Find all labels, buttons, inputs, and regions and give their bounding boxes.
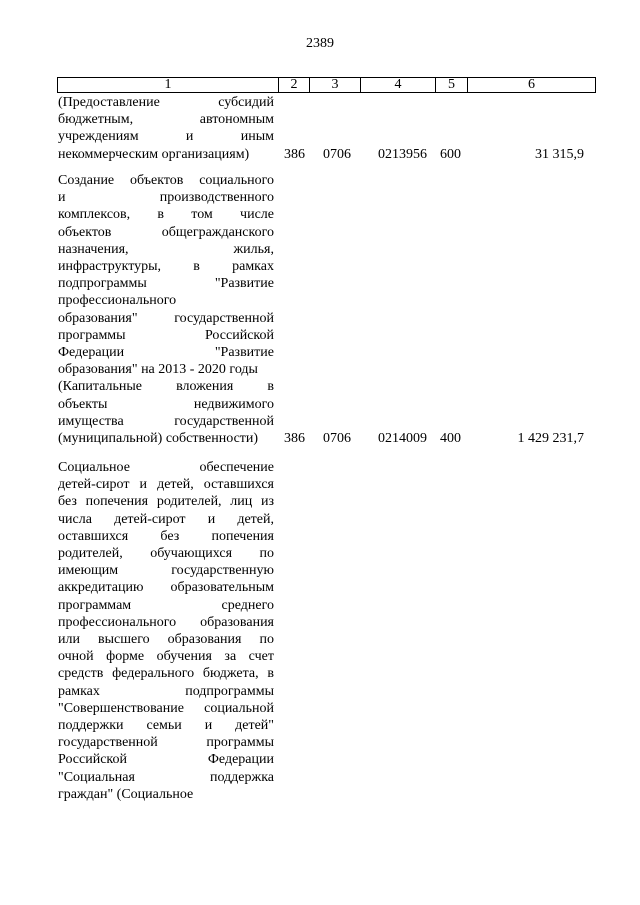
cell-target-code: 0213956 [378,147,427,162]
description-line: и производственного [58,190,274,206]
description-line: бюджетным, автономным [58,112,274,128]
description-line: программам среднего [58,597,274,613]
cell-expense-type: 600 [440,147,461,162]
description-line: программы Российской [58,327,274,343]
description-line: поддержки семьи и детей" [58,718,274,734]
column-header-3: 3 [310,78,361,93]
description-line: имущества государственной [58,413,274,429]
column-header-table [57,77,596,93]
cell-section-code: 0706 [323,431,351,446]
column-header-4: 4 [361,78,436,93]
description-line: родителей, обучающихся по [58,546,274,562]
cell-ministry-code: 386 [284,147,305,162]
description-line: очной форме обучения за счет [58,649,274,665]
column-header-5: 5 [436,78,468,93]
description-line: инфраструктуры, в рамках [58,259,274,275]
column-header-1: 1 [58,78,279,93]
cell-target-code: 0214009 [378,431,427,446]
description-line: (Предоставление субсидий [58,95,274,110]
cell-amount: 31 315,9 [535,147,584,162]
column-header-2: 2 [279,78,310,93]
description-line: некоммерческим организациям) [58,146,250,162]
column-header-6: 6 [468,78,596,93]
row-description [58,459,274,803]
description-line: "Совершенствование социальной [58,700,274,716]
page-number: 2389 [306,36,334,51]
description-line: Федерации "Развитие [58,345,274,361]
description-line: (муниципальной) собственности) [58,431,259,447]
description-line: детей-сирот и детей, оставшихся [58,477,274,493]
cell-expense-type: 400 [440,431,461,446]
column-header-row [58,78,596,93]
description-line: Создание объектов социального [58,173,274,188]
description-line: объекты недвижимого [58,396,274,412]
description-line: без попечения родителей, лиц из [58,494,274,510]
cell-amount: 1 429 231,7 [517,431,584,446]
description-line: подпрограммы "Развитие [58,276,274,292]
description-line: имеющим государственную [58,563,274,579]
description-line: профессионального [58,293,177,309]
description-line: Социальное обеспечение [58,460,274,475]
cell-ministry-code: 386 [284,431,305,446]
description-line: или высшего образования по [58,632,274,648]
description-line: рамках подпрограммы [58,683,274,699]
cell-section-code: 0706 [323,147,351,162]
description-line: (Капитальные вложения в [58,379,274,395]
description-line: комплексов, в том числе [58,207,274,223]
description-line: аккредитацию образовательным [58,580,274,596]
description-line: граждан" (Социальное [58,786,194,802]
description-line: учреждениям и иным [58,129,274,145]
description-line: образования" на 2013 - 2020 годы [58,362,258,378]
row-description [58,94,274,163]
description-line: Российской Федерации [58,752,274,768]
description-line: профессионального образования [58,614,274,630]
description-line: числа детей-сирот и детей, [58,511,274,527]
description-line: государственной программы [58,735,274,751]
description-line: средств федерального бюджета, в [58,666,274,682]
description-line: оставшихся без попечения [58,528,274,544]
row-description [58,172,274,447]
description-line: "Социальная поддержка [58,769,274,785]
description-line: объектов общегражданского [58,224,274,240]
description-line: назначения, жилья, [58,241,274,257]
description-line: образования" государственной [58,310,274,326]
